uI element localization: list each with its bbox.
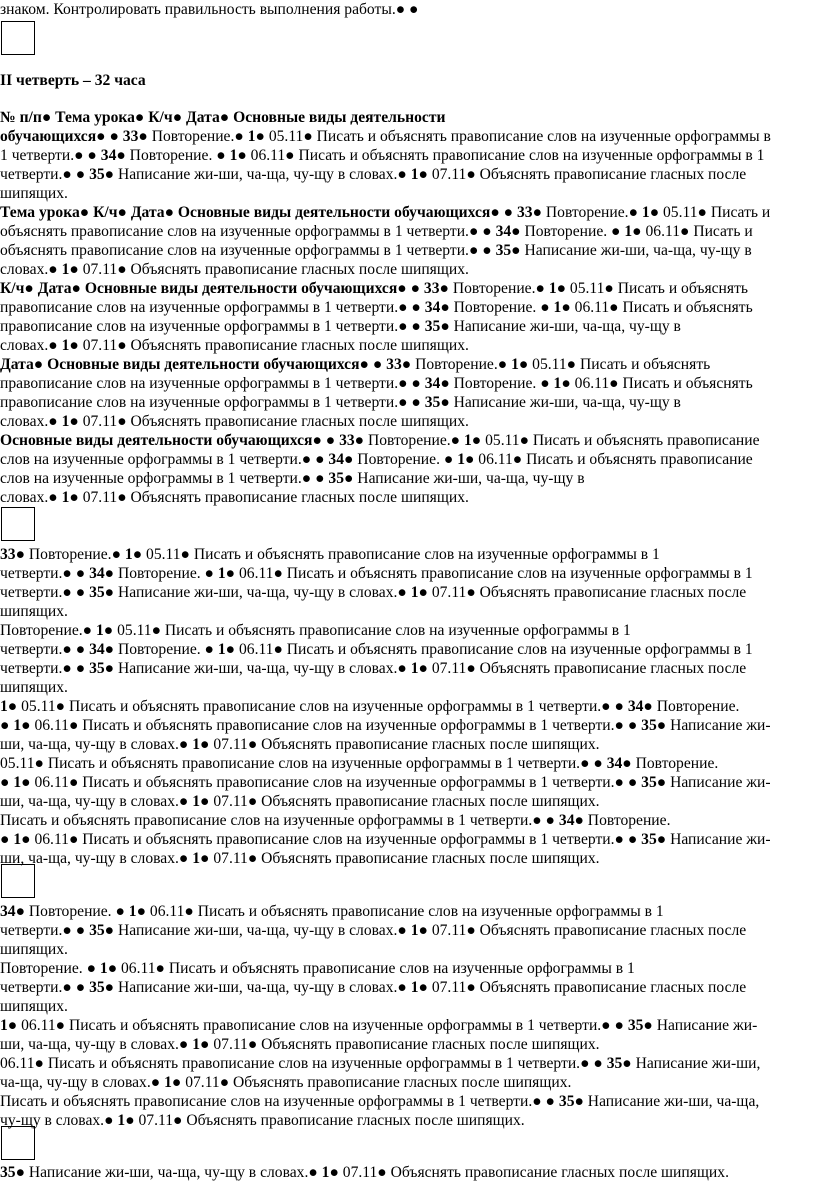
text-line — [0, 431, 800, 450]
text-segment: ши, ча-ща, чу-щу в словах.● — [0, 793, 193, 810]
intro-text: знаком. Контролировать правильность выполнения работы.● ● — [0, 1, 419, 18]
bold-segment: № п/п● Тема урока● К/ч● Дата● Основные виды деятельности — [0, 109, 446, 126]
bold-segment: 34● — [558, 812, 584, 829]
text-segment: Написание жи-ши, ча-ща, — [583, 1093, 760, 1110]
text-segment: 06.11● Писать и объяснять — [570, 299, 753, 316]
text-segment: Написание жи-ши, ча-ща, чу-щу в словах.● — [114, 660, 411, 677]
text-block-3 — [0, 902, 800, 1130]
text-segment: четверти.● ● — [0, 660, 90, 677]
text-line — [0, 1035, 800, 1054]
text-segment: 07.11● Объяснять правописание гласных после шипящих. — [209, 1036, 600, 1053]
text-line — [0, 317, 800, 336]
text-segment: ши, ча-ща, чу-щу в словах.● — [0, 1036, 193, 1053]
text-segment: Написание жи- — [666, 831, 771, 848]
text-segment: Написание жи-ши, ча-ща, чу-щу в словах.● — [114, 584, 411, 601]
text-line — [0, 450, 800, 469]
text-segment: 05.11● Писать и — [659, 204, 771, 221]
text-segment: Повторение. ● — [25, 903, 129, 920]
text-line — [0, 222, 800, 241]
text-segment: 06.11● Писать и объяснять — [570, 375, 753, 392]
bold-segment: 1● — [0, 1017, 18, 1034]
text-line — [0, 754, 800, 773]
text-line — [0, 393, 800, 412]
bold-segment: 1● — [511, 356, 529, 373]
text-segment: шипящих. — [0, 185, 68, 202]
bold-segment: 1● — [0, 698, 18, 715]
text-segment: 07.11● Объяснять правописание гласных после шипящих. — [209, 793, 600, 810]
text-segment: Повторение. ● — [0, 960, 100, 977]
text-line — [0, 279, 800, 298]
text-segment: Написание жи-ши, ча-ща, чу-щу в словах.● — [25, 1164, 322, 1181]
text-line — [0, 959, 800, 978]
text-segment: 07.11● Объяснять правописание гласных после шипящих. — [78, 337, 469, 354]
bold-segment: Тема урока● К/ч● Дата● Основные виды деятельности обучающихся● ● 33● — [0, 204, 542, 221]
empty-table-cell — [1, 21, 35, 55]
text-line — [0, 355, 800, 374]
bold-segment: 1● — [192, 850, 210, 867]
text-line — [0, 773, 800, 792]
empty-table-cell — [1, 1126, 35, 1160]
bold-segment: 1● — [13, 717, 31, 734]
text-segment: 06.11● Писать и объяснять правописание слов на изученные орфограммы в 1 — [235, 641, 753, 658]
bold-segment: 34● — [495, 223, 521, 240]
bold-segment: 34● — [424, 375, 450, 392]
bold-segment: 1● — [61, 413, 79, 430]
bold-segment: 1● — [99, 960, 118, 977]
text-segment: Написание жи-ши, ча-ща, чу-щу в словах.● — [114, 979, 411, 996]
text-segment: шипящих. — [0, 679, 68, 696]
bold-segment: 35● — [558, 1093, 584, 1110]
bold-segment: 1● — [124, 546, 143, 563]
text-segment: Повторение. ● — [125, 147, 230, 164]
text-segment: 07.11● Объяснять правописание гласных после шипящих. — [209, 736, 600, 753]
bold-segment: 34● — [424, 299, 450, 316]
bold-segment: 35● — [89, 584, 115, 601]
text-segment: 06.11● Писать и — [641, 223, 753, 240]
bold-segment: 1● — [217, 565, 236, 582]
text-line — [0, 1054, 800, 1073]
text-segment: Повторение. ● — [353, 451, 458, 468]
text-line — [0, 716, 800, 735]
bold-segment: 1● — [553, 375, 571, 392]
text-segment: 06.11● Писать и объяснять правописание — [474, 451, 753, 468]
bold-segment: 1● — [463, 432, 482, 449]
text-line — [0, 997, 800, 1016]
text-segment: 07.11● Объяснять правописание гласных после — [427, 166, 747, 183]
text-line — [0, 298, 800, 317]
text-segment: словах.● — [0, 337, 62, 354]
quarter-heading: II четверть – 32 часа — [0, 72, 146, 89]
text-segment: Написание жи-ши, ча-ща, чу-щу в — [449, 394, 681, 411]
bold-segment: 35● — [495, 242, 521, 259]
text-line — [0, 602, 800, 621]
text-segment: 06.11● Писать и объяснять правописание слов на изученные орфограммы в 1 — [146, 903, 664, 920]
text-segment: правописание слов на изученные орфограммы в 1 четверти.● ● — [0, 299, 425, 316]
bold-segment: 33● — [0, 546, 26, 563]
text-line — [0, 241, 800, 260]
text-segment: Написание жи-ши, ча-ща, чу-щу в — [353, 470, 585, 487]
bold-segment: 1● — [624, 223, 642, 240]
text-segment: Написание жи-ши, — [631, 1055, 761, 1072]
bold-segment: 1● — [229, 147, 247, 164]
bold-segment: 34● — [627, 698, 653, 715]
bold-segment: 1● — [641, 204, 660, 221]
text-segment: 06.11● Писать и объяснять правописание слов на изученные орфограммы в 1 четверти.● ● — [30, 717, 642, 734]
text-segment: 05.11● Писать и объяснять правописание слов на изученные орфограммы в 1 — [113, 622, 631, 639]
text-segment: объяснять правописание слов на изученные орфограммы в 1 четверти.● ● — [0, 223, 496, 240]
text-segment: 07.11● Объяснять правописание гласных после шипящих. — [209, 850, 600, 867]
bold-segment: 35● — [89, 922, 115, 939]
text-segment: Написание жи- — [666, 774, 771, 791]
text-block-4 — [0, 1163, 800, 1182]
bold-segment: Основные виды деятельности обучающихся● ● 33● — [0, 432, 365, 449]
text-segment: 05.11● Писать и объяснять — [566, 280, 749, 297]
text-line — [0, 583, 800, 602]
bold-segment: 34● — [606, 755, 632, 772]
empty-cell-box — [0, 21, 800, 55]
bold-segment: 1● — [247, 128, 265, 145]
bold-segment: 35● — [627, 1017, 653, 1034]
bold-segment: 1● — [192, 1036, 210, 1053]
text-segment: Написание жи-ши, ча-ща, чу-щу в словах.● — [114, 922, 411, 939]
text-line — [0, 1092, 800, 1111]
text-segment: правописание слов на изученные орфограммы в 1 четверти.● ● — [0, 394, 425, 411]
text-segment: словах.● — [0, 489, 62, 506]
text-line — [0, 940, 800, 959]
text-segment: словах.● — [0, 261, 62, 278]
bold-segment: 1● — [192, 793, 210, 810]
text-segment: 1 четверти.● ● — [0, 147, 101, 164]
text-line — [0, 260, 800, 279]
bold-segment: 1● — [457, 451, 475, 468]
text-segment: 05.11● Писать и объяснять правописание слов на изученные орфограммы в — [264, 128, 771, 145]
empty-cell-box — [0, 507, 800, 541]
text-segment: Повторение.● — [147, 128, 248, 145]
text-line — [0, 1073, 800, 1092]
text-line — [0, 978, 800, 997]
text-segment: четверти.● ● — [0, 584, 90, 601]
text-segment: слов на изученные орфограммы в 1 четверти.● ● — [0, 470, 329, 487]
text-segment: 07.11● Объяснять правописание гласных после шипящих. — [78, 261, 469, 278]
bold-segment: 35● — [89, 660, 115, 677]
bold-segment: 35● — [641, 774, 667, 791]
bold-segment: 1● — [13, 831, 31, 848]
text-line — [0, 108, 800, 127]
quarter-heading-row — [0, 71, 800, 90]
bold-segment: 34● — [328, 451, 354, 468]
text-segment: Написание жи-ши, ча-ща, чу-щу в словах.● — [114, 166, 411, 183]
bold-segment: 1● — [217, 641, 236, 658]
text-segment: Написание жи- — [652, 1017, 758, 1034]
text-line — [0, 621, 800, 640]
bold-segment: 1● — [410, 660, 428, 677]
text-segment: четверти.● ● — [0, 565, 90, 582]
text-segment: Повторение.● — [411, 356, 512, 373]
text-segment: Повторение. — [631, 755, 719, 772]
empty-table-cell — [1, 864, 35, 898]
top-line — [0, 0, 800, 19]
text-segment: Повторение. ● — [114, 565, 218, 582]
bold-segment: 1● — [321, 1164, 339, 1181]
text-segment: 05.11● Писать и объяснять правописание слов на изученные орфограммы в 1 четверти.● ● — [17, 698, 628, 715]
bold-segment: 1● — [117, 1112, 135, 1129]
text-segment: Повторение.● — [25, 546, 125, 563]
empty-cell-box — [0, 1126, 800, 1160]
text-line — [0, 469, 800, 488]
bold-segment: 1● — [548, 280, 567, 297]
bold-segment: 1● — [553, 299, 571, 316]
text-segment: четверти.● ● — [0, 922, 90, 939]
bold-segment: 1● — [164, 1074, 182, 1091]
bold-segment: 35● — [641, 831, 667, 848]
text-segment: 06.11● Писать и объяснять правописание слов на изученные орфограммы в 1 — [235, 565, 753, 582]
text-line — [0, 735, 800, 754]
bold-segment: 34● — [0, 903, 26, 920]
text-line — [0, 902, 800, 921]
text-segment: 06.11● Писать и объяснять правописание слов на изученные орфограммы в 1 четверти.● ● — [0, 1055, 607, 1072]
text-line — [0, 678, 800, 697]
text-segment: словах.● — [0, 413, 62, 430]
text-segment: 07.11● Объяснять правописание гласных после — [427, 660, 747, 677]
text-segment: 07.11● Объяснять правописание гласных после — [427, 922, 747, 939]
bold-segment: 35● — [424, 318, 450, 335]
text-segment: Повторение.● — [0, 622, 96, 639]
bold-segment: 1● — [410, 979, 428, 996]
text-segment: 07.11● Объяснять правописание гласных после — [427, 979, 747, 996]
bold-segment: 34● — [100, 147, 126, 164]
text-segment: четверти.● ● — [0, 166, 90, 183]
text-segment: 07.11● Объяснять правописание гласных после шипящих. — [181, 1074, 572, 1091]
text-segment: Написание жи-ши, ча-ща, чу-щу в — [449, 318, 681, 335]
bold-segment: Дата● Основные виды деятельности обучающихся● ● 33● — [0, 356, 412, 373]
bold-segment: обучающихся● ● 33● — [0, 128, 148, 145]
text-segment: Повторение.● — [448, 280, 549, 297]
text-segment: Написание жи- — [666, 717, 771, 734]
text-line — [0, 184, 800, 203]
text-line — [0, 203, 800, 222]
text-segment: ши, ча-ща, чу-щу в словах.● — [0, 736, 193, 753]
text-block-2 — [0, 545, 800, 868]
text-line — [0, 830, 800, 849]
text-segment: 06.11● Писать и объяснять правописание слов на изученные орфограммы в 1 четверти.● ● — [30, 774, 642, 791]
bold-segment: 35● — [89, 979, 115, 996]
text-segment: Писать и объяснять правописание слов на изученные орфограммы в 1 четверти.● ● — [0, 1093, 559, 1110]
bold-segment: 1● — [61, 261, 79, 278]
text-segment: Написание жи-ши, ча-ща, чу-щу в — [520, 242, 752, 259]
text-segment: Повторение. ● — [520, 223, 625, 240]
text-segment: ши, ча-ща, чу-щу в словах.● — [0, 850, 193, 867]
text-segment: 06.11● Писать и объяснять правописание слов на изученные орфограммы в 1 — [117, 960, 635, 977]
text-line — [0, 564, 800, 583]
text-line — [0, 640, 800, 659]
text-segment: 05.11● Писать и объяснять — [528, 356, 711, 373]
bold-segment: 1● — [192, 736, 210, 753]
text-segment: чу-щу в словах.● — [0, 1112, 118, 1129]
text-line — [0, 412, 800, 431]
empty-table-cell — [1, 507, 35, 541]
text-segment: шипящих. — [0, 941, 68, 958]
text-segment: объяснять правописание слов на изученные орфограммы в 1 четверти.● ● — [0, 242, 496, 259]
text-segment: 07.11● Объяснять правописание гласных после шипящих. — [78, 489, 469, 506]
text-segment: 07.11● Объяснять правописание гласных после шипящих. — [134, 1112, 525, 1129]
text-line — [0, 146, 800, 165]
text-segment: 07.11● Объяснять правописание гласных после — [427, 584, 747, 601]
text-segment: Повторение. ● — [114, 641, 218, 658]
text-line — [0, 811, 800, 830]
text-segment: 07.11● Объяснять правописание гласных после шипящих. — [338, 1164, 729, 1181]
text-segment: Повторение. ● — [449, 375, 554, 392]
bold-segment: 35● — [606, 1055, 632, 1072]
text-segment: ча-ща, чу-щу в словах.● — [0, 1074, 165, 1091]
text-segment: ● — [0, 831, 14, 848]
text-block-1 — [0, 108, 800, 507]
text-line — [0, 336, 800, 355]
text-segment: ● — [0, 774, 14, 791]
text-segment: ● — [0, 717, 14, 734]
bold-segment: 35● — [641, 717, 667, 734]
text-segment: 06.11● Писать и объяснять правописание слов на изученные орфограммы в 1 четверти.● ● — [17, 1017, 628, 1034]
text-line — [0, 792, 800, 811]
text-segment: Повторение.● — [364, 432, 464, 449]
text-line — [0, 545, 800, 564]
empty-cell-box — [0, 864, 800, 898]
text-line — [0, 488, 800, 507]
bold-segment: 35● — [424, 394, 450, 411]
text-segment: правописание слов на изученные орфограммы в 1 четверти.● ● — [0, 375, 425, 392]
bold-segment: 35● — [89, 166, 115, 183]
text-segment: 07.11● Объяснять правописание гласных после шипящих. — [78, 413, 469, 430]
text-segment: Повторение. — [652, 698, 740, 715]
bold-segment: 1● — [410, 922, 428, 939]
bold-segment: 1● — [95, 622, 114, 639]
text-line — [0, 165, 800, 184]
text-segment: 05.11● Писать и объяснять правописание слов на изученные орфограммы в 1 — [142, 546, 660, 563]
bold-segment: 1● — [128, 903, 147, 920]
bold-segment: 1● — [410, 584, 428, 601]
bold-segment: 1● — [61, 337, 79, 354]
text-line — [0, 127, 800, 146]
text-line — [0, 374, 800, 393]
text-segment: шипящих. — [0, 998, 68, 1015]
text-segment: 06.11● Писать и объяснять правописание слов на изученные орфограммы в 1 — [246, 147, 765, 164]
text-line — [0, 697, 800, 716]
bold-segment: 1● — [410, 166, 428, 183]
text-segment: 05.11● Писать и объяснять правописание слов на изученные орфограммы в 1 четверти.● ● — [0, 755, 607, 772]
text-segment: Повторение. — [583, 812, 671, 829]
text-segment: шипящих. — [0, 603, 68, 620]
bold-segment: 1● — [13, 774, 31, 791]
text-segment: четверти.● ● — [0, 641, 90, 658]
bold-segment: 34● — [89, 565, 115, 582]
bold-segment: 1● — [61, 489, 79, 506]
text-line — [0, 659, 800, 678]
text-line — [0, 1016, 800, 1035]
bold-segment: 35● — [0, 1164, 26, 1181]
text-line — [0, 921, 800, 940]
text-line — [0, 1163, 800, 1182]
text-segment: 06.11● Писать и объяснять правописание слов на изученные орфограммы в 1 четверти.● ● — [30, 831, 642, 848]
bold-segment: 35● — [328, 470, 354, 487]
text-segment: правописание слов на изученные орфограммы в 1 четверти.● ● — [0, 318, 425, 335]
text-segment: Повторение.● — [542, 204, 642, 221]
text-segment: 05.11● Писать и объяснять правописание — [481, 432, 760, 449]
text-segment: Повторение. ● — [449, 299, 554, 316]
text-segment: Писать и объяснять правописание слов на изученные орфограммы в 1 четверти.● ● — [0, 812, 559, 829]
text-segment: четверти.● ● — [0, 979, 90, 996]
bold-segment: К/ч● Дата● Основные виды деятельности обучающихся● ● 33● — [0, 280, 449, 297]
text-segment: слов на изученные орфограммы в 1 четверти.● ● — [0, 451, 329, 468]
bold-segment: 34● — [89, 641, 115, 658]
